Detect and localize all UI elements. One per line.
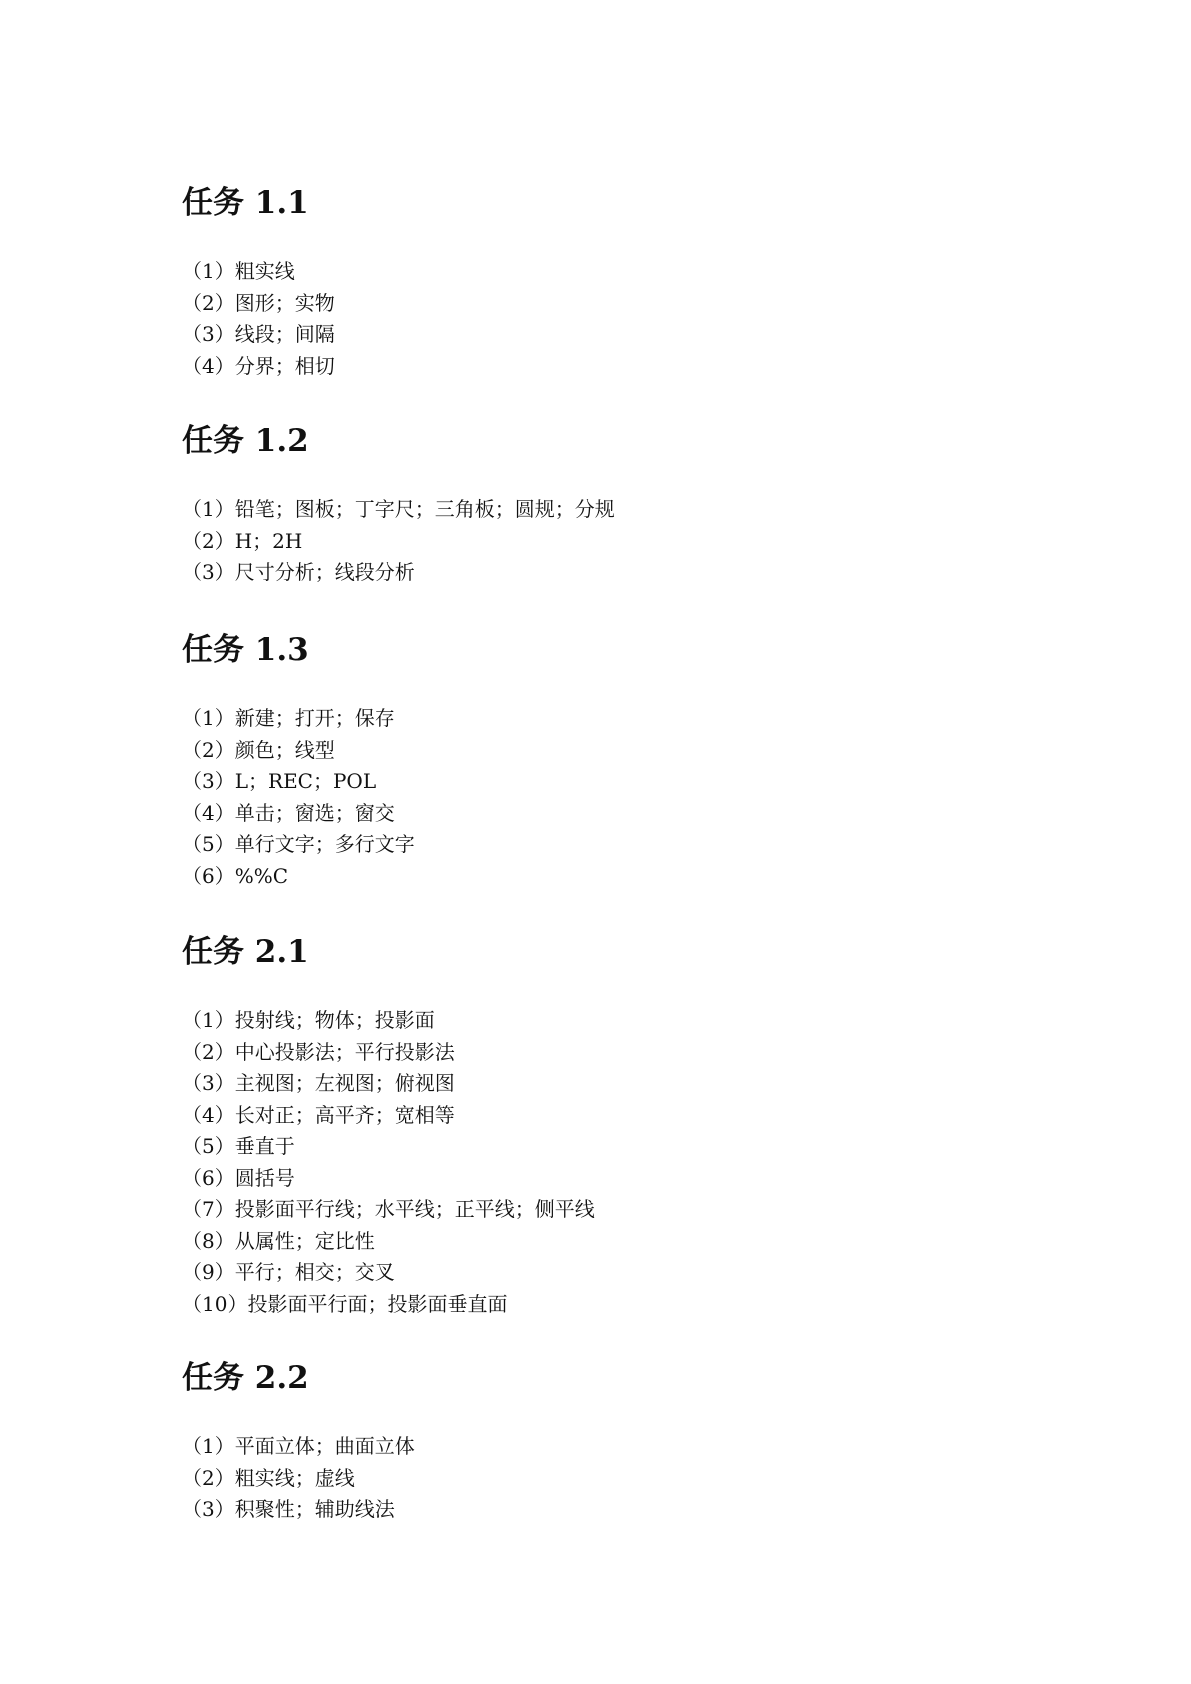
answer-item: （10）投影面平行面；投影面垂直面	[182, 1291, 508, 1316]
answer-item: （3）主视图；左视图；俯视图	[182, 1071, 455, 1095]
section-title: 任务 1.1	[182, 185, 309, 221]
answer-list	[182, 1005, 1082, 1320]
answer-item: （4）分界；相切	[182, 353, 335, 378]
section-task-2-2	[182, 1358, 1082, 1526]
section-task-1-3	[182, 630, 1082, 892]
answer-item: （3）尺寸分析；线段分析	[182, 560, 415, 584]
answer-item: （3）L；REC；POL	[182, 769, 377, 793]
answer-item: （2）H；2H	[182, 528, 303, 553]
answer-item: （2）图形；实物	[182, 290, 335, 315]
answer-item: （5）垂直于	[182, 1134, 295, 1158]
answer-item: （7）投影面平行线；水平线；正平线；侧平线	[182, 1197, 595, 1221]
answer-item: （1）新建；打开；保存	[182, 706, 395, 730]
answer-item: （6）圆括号	[182, 1165, 295, 1190]
answer-item: （1）投射线；物体；投影面	[182, 1008, 435, 1032]
answer-item: （3）积聚性；辅助线法	[182, 1497, 395, 1521]
answer-item: （9）平行；相交；交叉	[182, 1260, 395, 1284]
answer-item: （2）粗实线；虚线	[182, 1465, 355, 1490]
answer-list	[182, 256, 1082, 382]
section-task-1-2	[182, 421, 1082, 589]
answer-item: （6）%%C	[182, 863, 289, 888]
section-title: 任务 2.1	[182, 934, 309, 970]
answer-list	[182, 494, 1082, 589]
answer-list	[182, 1431, 1082, 1526]
answer-item: （1）铅笔；图板；丁字尺；三角板；圆规；分规	[182, 497, 615, 521]
section-title: 任务 2.2	[182, 1360, 309, 1396]
answer-item: （4）单击；窗选；窗交	[182, 800, 395, 825]
section-task-1-1	[182, 183, 1082, 382]
answer-item: （8）从属性；定比性	[182, 1228, 375, 1253]
answer-item: （4）长对正；高平齐；宽相等	[182, 1102, 455, 1127]
answer-item: （1）平面立体；曲面立体	[182, 1434, 415, 1458]
section-title: 任务 1.3	[182, 632, 309, 668]
answer-item: （2）中心投影法；平行投影法	[182, 1039, 455, 1064]
section-task-2-1	[182, 932, 1082, 1320]
answer-item: （1）粗实线	[182, 259, 295, 283]
answer-item: （3）线段；间隔	[182, 322, 335, 346]
answer-item: （5）单行文字；多行文字	[182, 832, 415, 856]
answer-list	[182, 703, 1082, 892]
section-title: 任务 1.2	[182, 423, 309, 459]
answer-item: （2）颜色；线型	[182, 737, 335, 762]
